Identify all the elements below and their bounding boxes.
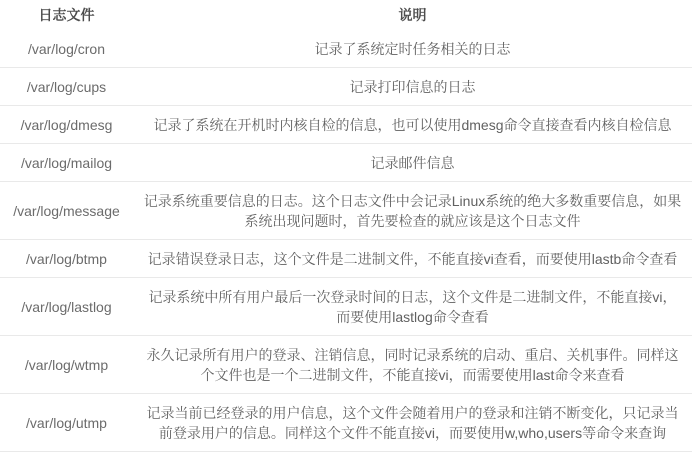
- table-row-cups: [0, 68, 692, 106]
- table-row-utmp: [0, 394, 692, 452]
- log-file-path: /var/log/message: [0, 182, 133, 240]
- table-row-btmp: [0, 240, 692, 278]
- log-file-path: /var/log/utmp: [0, 394, 133, 452]
- log-file-description: 记录了系统定时任务相关的日志: [133, 30, 692, 68]
- table-row-message: [0, 182, 692, 240]
- log-file-path: /var/log/wtmp: [0, 336, 133, 394]
- log-file-description: 记录系统重要信息的日志。这个日志文件中会记录Linux系统的绝大多数重要信息，如果系统出现问题时，首先要检查的就应该是这个日志文件: [133, 182, 692, 240]
- table-row-wtmp: [0, 336, 692, 394]
- log-file-description: 记录打印信息的日志: [133, 68, 692, 106]
- table-header-row: [0, 0, 692, 30]
- log-file-description: 记录邮件信息: [133, 144, 692, 182]
- log-file-description: 记录了系统在开机时内核自检的信息，也可以使用dmesg命令直接查看内核自检信息: [133, 106, 692, 144]
- log-file-description: 永久记录所有用户的登录、注销信息，同时记录系统的启动、重启、关机事件。同样这个文件也是一个二进制文件，不能直接vi，而需要使用last命令来查看: [133, 336, 692, 394]
- log-file-path: /var/log/btmp: [0, 240, 133, 278]
- table-row-mailog: [0, 144, 692, 182]
- column-header-log-file: 日志文件: [38, 7, 95, 23]
- log-file-description: 记录系统中所有用户最后一次登录时间的日志，这个文件是二进制文件，不能直接vi，而要使用lastlog命令查看: [133, 278, 692, 336]
- log-file-path: /var/log/cups: [0, 68, 133, 106]
- table-row-lastlog: [0, 278, 692, 336]
- table-row-cron: [0, 30, 692, 68]
- log-file-description: 记录错误登录日志，这个文件是二进制文件，不能直接vi查看，而要使用lastb命令查看: [133, 240, 692, 278]
- log-file-path: /var/log/dmesg: [0, 106, 133, 144]
- log-file-path: /var/log/lastlog: [0, 278, 133, 336]
- log-file-description: 记录当前已经登录的用户信息，这个文件会随着用户的登录和注销不断变化，只记录当前登录用户的信息。同样这个文件不能直接vi，而要使用w,who,users等命令来查询: [133, 394, 692, 452]
- log-file-path: /var/log/cron: [0, 30, 133, 68]
- column-header-description: 说明: [398, 7, 427, 23]
- log-file-path: /var/log/mailog: [0, 144, 133, 182]
- table-row-dmesg: [0, 106, 692, 144]
